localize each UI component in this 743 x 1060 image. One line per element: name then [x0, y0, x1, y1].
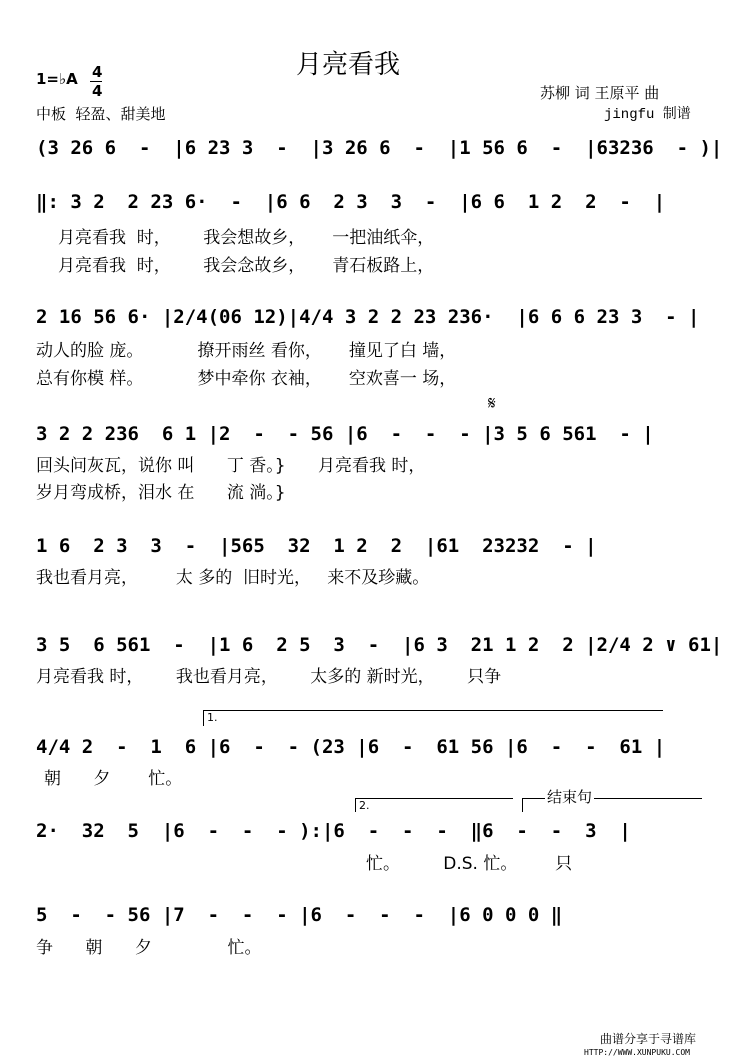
volta-1-label: 1.: [207, 711, 218, 724]
lyric-row-6: 月亮看我 时， 我也看月亮， 太多的 新时光， 只争: [36, 667, 502, 687]
time-signature-top: 4: [92, 63, 103, 81]
lyric-row-4-verse-1: 回头问灰瓦，说你 叫 丁 香。} 月亮看我 时，: [36, 456, 426, 476]
time-signature-bottom: 4: [92, 82, 103, 100]
page-title: 月亮看我: [296, 50, 401, 80]
lyric-row-3-verse-2: 总有你模 样。 梦中牵你 衣袖， 空欢喜一 场，: [36, 369, 457, 389]
segno-sign: 𝄋: [488, 393, 496, 414]
notation-row-1: (3 26 6 - |6 23 3 - |3 26 6 - |1 56 6 - |63236 - )|: [36, 137, 723, 159]
notation-row-6: 3 5 6 561 - |1 6 2 5 3 - |6 3 21 1 2 2 |2/4 2 ∨ 61|: [36, 634, 723, 656]
lyric-row-3-verse-1: 动人的脸 庞。 撩开雨丝 看你， 撞见了白 墙，: [36, 341, 457, 361]
notation-row-8: 2· 32 5 |6 - - - ):|6 - - - ‖6 - - 3 |: [36, 820, 631, 842]
tempo-marking: 中板 轻盈、甜美地: [36, 105, 166, 123]
notation-row-7: 4/4 2 - 1 6 |6 - - (23 |6 - 61 56 |6 - - 61 |: [36, 736, 666, 758]
lyric-row-2-verse-2: 月亮看我 时， 我会念故乡， 青石板路上，: [58, 256, 435, 276]
credits-lyrics-music: 苏柳 词 王原平 曲: [540, 84, 660, 102]
credits-notation: jingfu 制谱: [604, 107, 691, 123]
notation-row-3: 2 16 56 6· |2/4(06 12)|4/4 3 2 2 23 236· |6 6 6 23 3 - |: [36, 306, 700, 328]
lyric-row-7: 朝 夕 忙。: [44, 769, 183, 789]
notation-row-4: 3 2 2 236 6 1 |2 - - 56 |6 - - - |3 5 6 561 - |: [36, 423, 654, 445]
notation-row-2: ‖: 3 2 2 23 6· - |6 6 2 3 3 - |6 6 1 2 2 - |: [36, 191, 666, 213]
notation-row-9: 5 - - 56 |7 - - - |6 - - - |6 0 0 0 ‖: [36, 904, 563, 926]
lyric-row-4-verse-2: 岁月弯成桥，泪水 在 流 淌。}: [36, 483, 286, 503]
footer-site-url: HTTP://WWW.XUNPUKU.COM: [584, 1048, 690, 1057]
lyric-row-8: 忙。 D.S. 忙。 只: [366, 854, 573, 874]
ending-label: 结束句: [547, 788, 593, 806]
key-signature: 1=♭A: [36, 70, 78, 88]
footer-site-name: 曲谱分享于寻谱库: [600, 1032, 697, 1046]
lyric-row-5: 我也看月亮， 太 多的 旧时光， 来不及珍藏。: [36, 568, 430, 588]
lyric-row-9: 争 朝 夕 忙。: [36, 938, 262, 958]
volta-2-label: 2.: [359, 799, 370, 812]
notation-row-5: 1 6 2 3 3 - |565 32 1 2 2 |61 23232 - |: [36, 535, 597, 557]
lyric-row-2-verse-1: 月亮看我 时， 我会想故乡， 一把油纸伞，: [58, 228, 435, 248]
